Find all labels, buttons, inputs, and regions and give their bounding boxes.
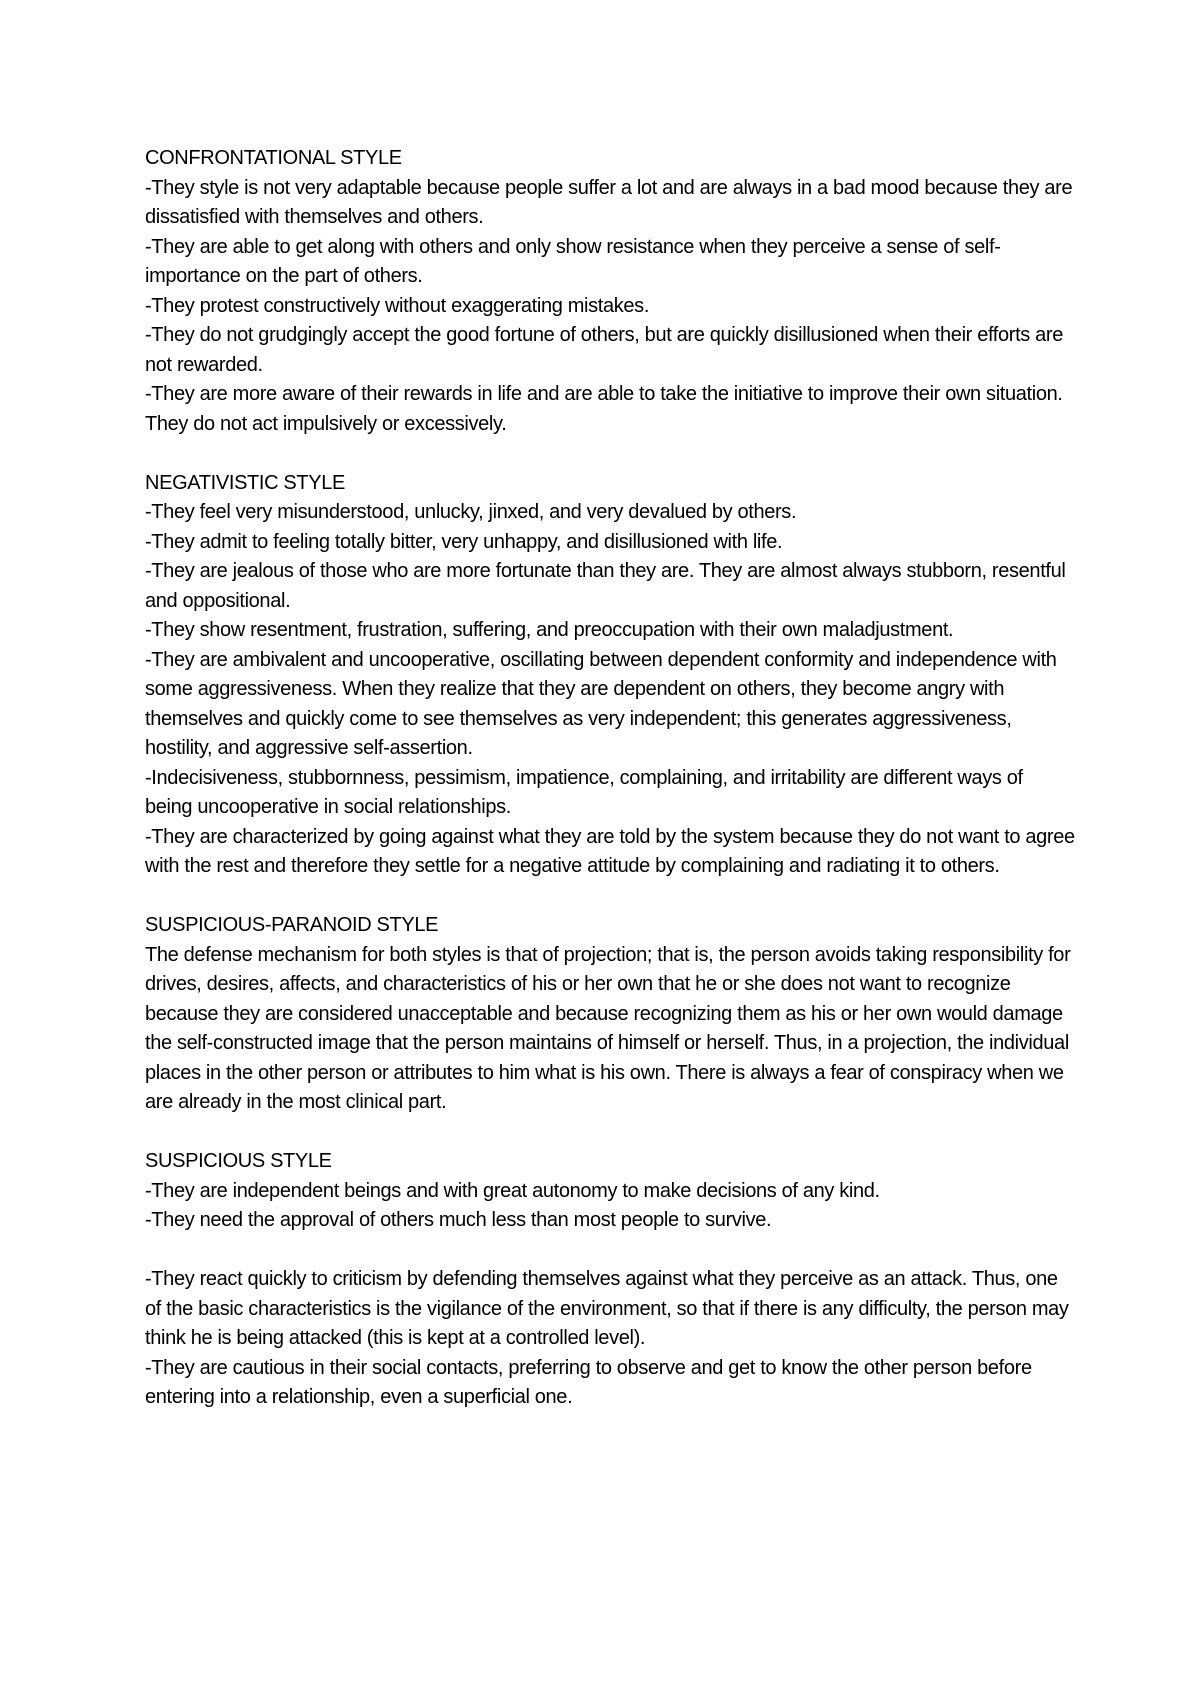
paragraph: -They need the approval of others much less than most people to survive. [145,1209,772,1231]
paragraph: -They feel very misunderstood, unlucky, jinxed, and very devalued by others. [145,501,797,523]
paragraph: -They are more aware of their rewards in life and are able to take the initiative to improve their own situation. They do not act impulsively or excessively. [145,383,1063,435]
blank-line [145,1236,1075,1266]
section-heading: NEGATIVISTIC STYLE [145,471,346,494]
document-body [145,144,1075,1442]
paragraph: -They are independent beings and with great autonomy to make decisions of any kind. [145,1179,880,1202]
paragraph: -They protest constructively without exaggerating mistakes. [145,294,650,317]
paragraph: -Indecisiveness, stubbornness, pessimism, impatience, complaining, and irritability are different ways of being uncooperative in social relationships. [145,766,1023,818]
paragraph: -They react quickly to criticism by defending themselves against what they perceive as an attack. Thus, one of the basic characteristics is the vigilance of the environment, so that if there is any difficulty, the person may think he is being attacked (this is kept at a controlled level). [145,1268,1069,1349]
paragraph: -They are characterized by going against what they are told by the system because they do not want to agree with the rest and therefore they settle for a negative attitude by complaining and radiating it to others. [145,825,1075,877]
paragraph: -They are ambivalent and uncooperative, oscillating between dependent conformity and independence with some aggressiveness. When they realize that they are dependent on others, they become angry with themselves and quickly come to see themselves as very independent; this generates aggressiveness, hostility, and aggressive self-assertion. [145,648,1057,759]
paragraph: -They do not grudgingly accept the good fortune of others, but are quickly disillusioned when their efforts are not rewarded. [145,324,1064,376]
section-suspicious-style [145,1147,1075,1413]
section-heading: SUSPICIOUS-PARANOID STYLE [145,914,439,936]
section-heading: CONFRONTATIONAL STYLE [145,147,402,169]
paragraph: -They are cautious in their social contacts, preferring to observe and get to know the other person before entering into a relationship, even a superficial one. [145,1356,1032,1408]
paragraph: -They are able to get along with others and only show resistance when they perceive a sense of self-importance on the part of others. [145,235,1001,287]
paragraph: -They show resentment, frustration, suffering, and preoccupation with their own maladjustment. [145,619,954,641]
section-suspicious-paranoid-style [145,911,1075,1118]
paragraph: The defense mechanism for both styles is that of projection; that is, the person avoids taking responsibility for drives, desires, affects, and characteristics of his or her own that he or she does not want to recognize because they are considered unacceptable and because recognizing them as his or her own would damage the self-constructed image that the person maintains of himself or herself. Thus, in a projection, the individual places in the other person or attributes to him what is his own. There is always a fear of conspiracy when we are already in the most clinical part. [145,943,1071,1113]
section-confrontational-style [145,144,1075,439]
paragraph: -They are jealous of those who are more fortunate than they are. They are almost always stubborn, resentful and oppositional. [145,560,1066,612]
paragraph: -They style is not very adaptable because people suffer a lot and are always in a bad mood because they are dissatisfied with themselves and others. [145,176,1073,228]
paragraph: -They admit to feeling totally bitter, very unhappy, and disillusioned with life. [145,530,783,553]
section-negativistic-style [145,469,1075,882]
section-heading: SUSPICIOUS STYLE [145,1150,332,1172]
